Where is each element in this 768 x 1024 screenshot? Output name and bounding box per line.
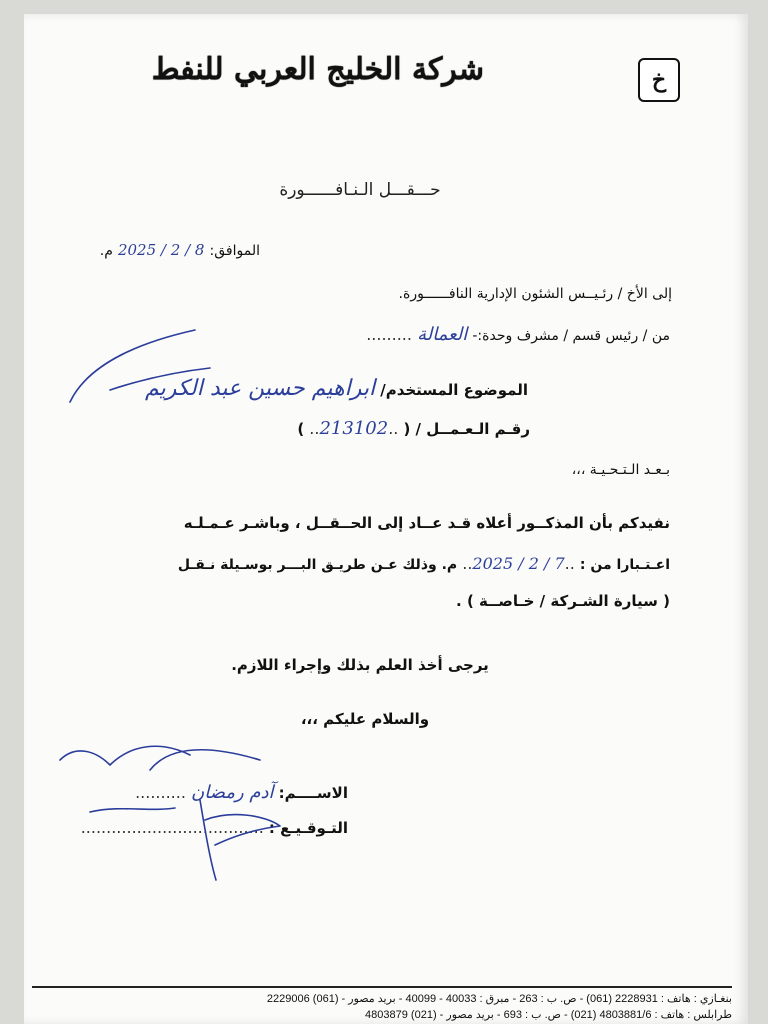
start-date-handwritten: 7 / 2 / 2025 <box>472 554 565 573</box>
body-line-2: اعـتـبارا من : ..7 / 2 / 2025.. م. وذلك عـن طريـق البـــر بوسـيلة نـقـل <box>177 554 670 573</box>
from-line: من / رئيس قسم / مشرف وحدة:- العمالة ......... <box>366 324 670 345</box>
work-number-line: رقـم الـعـمــل / ( ..213102.. ) <box>297 418 530 439</box>
travel-text: م. وذلك عـن طريـق البـــر بوسـيلة نـقـل <box>177 557 458 573</box>
field-title: حـــقـــل الـنـافــــــورة <box>279 180 441 200</box>
footer-line-2: طرابلس : هاتف : 4803881/6 (021) - ص. ب : 693 - بريد مصور - (021) 4803879 <box>365 1009 732 1021</box>
request-line: يرجى أخذ العلم بذلك وإجراء اللازم. <box>231 656 489 674</box>
name-line: الاســــم: آدم رمضان .......... <box>135 782 348 803</box>
to-line: إلى الأخ / رئـيــس الشئون الإدارية النافــــــورة. <box>398 286 672 302</box>
from-handwritten: العمالة <box>417 324 468 345</box>
date-suffix: م. <box>99 243 113 259</box>
name-handwritten: آدم رمضان <box>191 782 274 803</box>
body-line-3: ( سيارة الشـركة / خـاصــة ) . <box>456 592 670 610</box>
name-label: الاســــم: <box>278 784 348 802</box>
footer-divider <box>32 986 732 988</box>
signature-label: التـوقـيـع : <box>268 819 348 837</box>
from-label: من / رئيس قسم / مشرف وحدة:- <box>472 328 670 344</box>
date-label: الموافق: <box>209 243 260 259</box>
greeting: بـعـد الـتـحـيـة ،،، <box>571 462 670 478</box>
footer-line-1: بنغـازي : هاتف : 2228931 (061) - ص. ب : 263 - مبرق : 40033 - 40099 - بريد مصور - (061) 2229006 <box>266 993 732 1005</box>
subject-label: الموضوع المستخدم/ <box>380 381 528 399</box>
work-number-label: رقـم الـعـمــل / ( <box>403 420 530 438</box>
company-name: شركة الخليج العربي للنفط <box>151 52 484 87</box>
signature-line: التـوقـيـع : .................................... <box>80 818 348 837</box>
work-number-handwritten: 213102 <box>319 418 389 439</box>
closing-line: والسلام عليكم ،،، <box>300 710 430 728</box>
body-line-1: نفيدكم بأن المذكــور أعلاه قـد عــاد إلى الحــقــل ، وباشـر عـمـلـه <box>183 514 670 532</box>
logo-glyph: خ <box>651 67 667 93</box>
work-number-close: ) <box>297 420 305 438</box>
employee-name-handwritten: ابراهيم حسين عبد الكريم <box>144 376 376 401</box>
start-date-label: اعـتـبارا من : <box>579 557 670 573</box>
date-handwritten: 8 / 2 / 2025 <box>117 241 205 259</box>
